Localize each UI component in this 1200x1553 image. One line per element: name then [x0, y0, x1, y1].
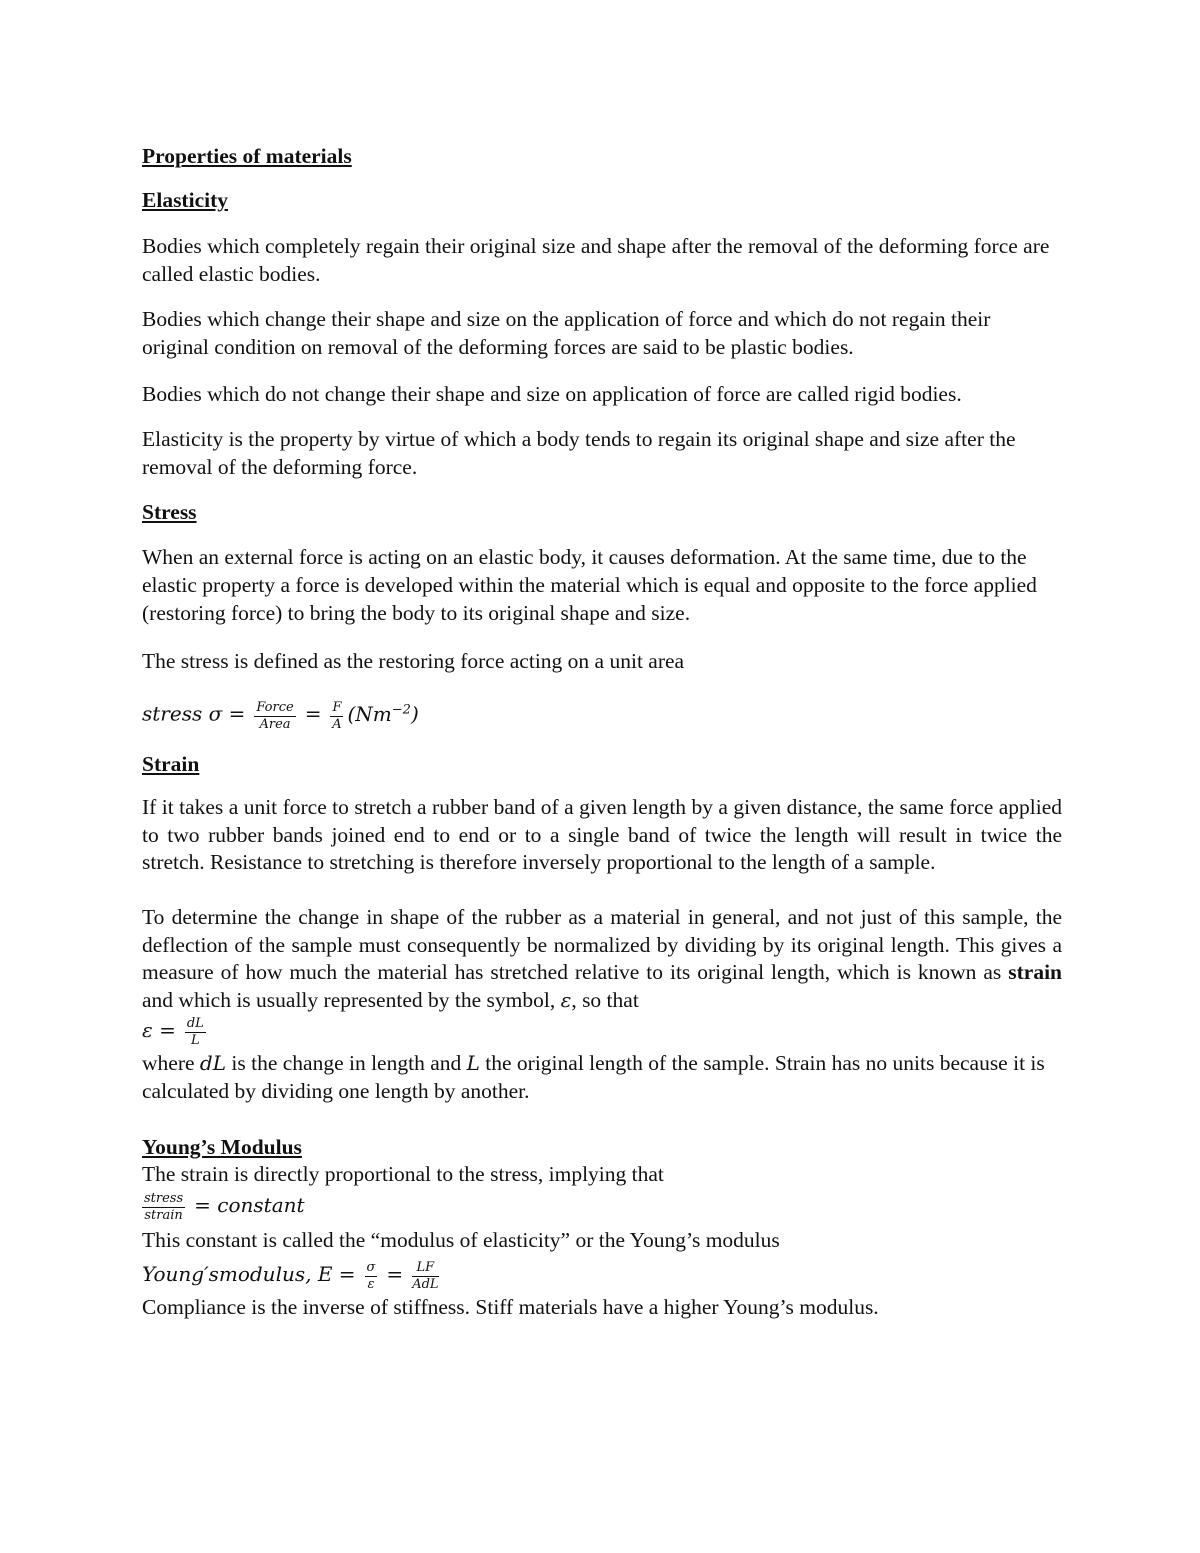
strain-bold: strain — [1008, 960, 1062, 984]
paragraph-plastic-bodies: Bodies which change their shape and size on the application of force and which do not regain their original condition on removal of the deforming forces are said to be plastic bodies. — [142, 307, 991, 359]
fraction-stress-strain: $\frac{\text{stress}}{\text{strain}}$ — [144, 1190, 184, 1223]
fraction-dl-l: $\frac{dL}{L}$ — [186, 1015, 204, 1048]
paragraph-strain-definition: To determine the change in shape of the rubber as a material in general, and not just of this sample, the deflection of the sample must consequently be normalized by dividing by its original length. This gives a measure of how much the material has stretched relative to its original length, which is known as strain and which is usually represented by the symbol, ε, so that — [142, 905, 1062, 1012]
epsilon-symbol: ε — [560, 987, 572, 1012]
strain-equation: ε = $\frac{dL}{L}$ — [142, 1015, 204, 1048]
paragraph-strain-variables: where dL is the change in length and L the original length of the sample. Strain has no units because it is calculated by dividing one length by another. — [142, 1051, 1045, 1103]
paragraph-proportional: The strain is directly proportional to the stress, implying that — [142, 1162, 664, 1186]
paragraph-stress-definition: The stress is defined as the restoring force acting on a unit area — [142, 649, 685, 673]
paragraph-elastic-bodies: Bodies which completely regain their original size and shape after the removal of the deforming force are called elastic bodies. — [142, 234, 1050, 286]
fraction-force-area: $\frac{\text{Force}}{\text{Area}}$ — [256, 699, 294, 732]
stress-unit: $(Nm^{-2})$ — [347, 701, 419, 726]
paragraph-elasticity-definition: Elasticity is the property by virtue of which a body tends to regain its original shape and size after the removal of the deforming force. — [142, 427, 1016, 479]
heading-elasticity: Elasticity — [142, 188, 228, 212]
heading-strain: Strain — [142, 752, 200, 776]
stress-equation-lhs: stress σ = — [142, 701, 246, 726]
paragraph-rubber-band: If it takes a unit force to stretch a rubber band of a given length by a given distance, the same force applied to two rubber bands joined end to end or to a single band of twice the length will result in twice the stretch. Resistance to stretching is therefore inversely proportional to the length of a sample. — [142, 795, 1062, 874]
heading-stress: Stress — [142, 500, 197, 524]
document-title: Properties of materials — [142, 144, 352, 168]
stress-equation: stress σ = $\frac{\text{Force}}{\text{Area}}$ = $\frac{F}{A}$ $(Nm^{-2})$ — [142, 699, 419, 732]
stress-strain-equation: $\frac{\text{stress}}{\text{strain}}$ = constant — [144, 1190, 305, 1223]
paragraph-compliance: Compliance is the inverse of stiffness. Stiff materials have a higher Young’s modulus. — [142, 1295, 879, 1319]
youngs-modulus-equation: Young′smodulus, E = $\frac{\sigma}{\varepsilon}$ = $\frac{LF}{\text{AdL}}$ — [142, 1259, 439, 1292]
heading-youngs-modulus: Young’s Modulus — [142, 1135, 302, 1159]
fraction-f-a: $\frac{F}{A}$ — [332, 699, 342, 732]
fraction-lf-adl: $\frac{LF}{\text{AdL}}$ — [412, 1259, 439, 1292]
paragraph-stress: When an external force is acting on an elastic body, it causes deformation. At the same time, due to the elastic property a force is developed within the material which is equal and opposite to the force applied (restoring force) to bring the body to its original shape and size. — [142, 545, 1037, 625]
paragraph-rigid-bodies: Bodies which do not change their shape and size on application of force are called rigid bodies. — [142, 382, 962, 406]
paragraph-modulus-name: This constant is called the “modulus of elasticity” or the Young’s modulus — [142, 1228, 780, 1252]
fraction-sigma-epsilon: $\frac{\sigma}{\varepsilon}$ — [366, 1259, 376, 1292]
